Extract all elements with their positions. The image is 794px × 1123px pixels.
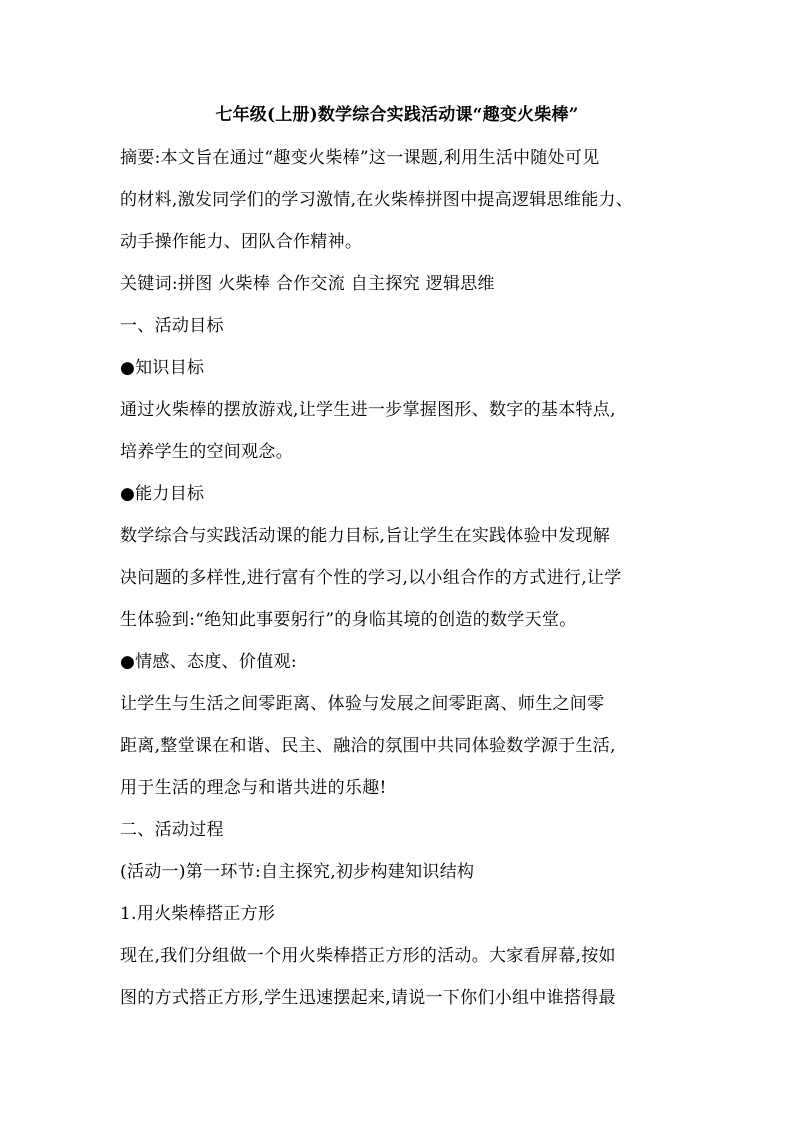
paragraph-line: 让学生与生活之间零距离、体验与发展之间零距离、师生之间零 [120,694,605,714]
subheading: 1.用火柴棒搭正方形 [120,904,276,924]
bullet-ability-goal: ●能力目标 [120,484,205,504]
document-title: 七年级(上册)数学综合实践活动课“趣变火柴棒” [215,105,579,125]
bullet-knowledge-goal: ●知识目标 [120,358,205,378]
paragraph-line: 距离,整堂课在和谐、民主、融洽的氛围中共同体验数学源于生活, [120,736,616,756]
paragraph-line: 图的方式搭正方形,学生迅速摆起来,请说一下你们小组中谁搭得最 [120,988,616,1008]
section-heading-1: 一、活动目标 [120,316,224,336]
paragraph-line: 通过火柴棒的摆放游戏,让学生进一步掌握图形、数字的基本特点, [120,400,616,420]
section-heading-2: 二、活动过程 [120,820,224,840]
paragraph-line: 用于生活的理念与和谐共进的乐趣! [120,778,387,798]
activity-heading: (活动一)第一环节:自主探究,初步构建知识结构 [120,862,475,882]
paragraph-line: 决问题的多样性,进行富有个性的学习,以小组合作的方式进行,让学 [120,568,622,588]
paragraph-line: 生体验到:“绝知此事要躬行”的身临其境的创造的数学天堂。 [120,610,577,630]
bullet-values-goal: ●情感、态度、价值观: [120,652,297,672]
paragraph-line: 现在,我们分组做一个用火柴棒搭正方形的活动。大家看屏幕,按如 [120,946,616,966]
keywords-line: 关键词:拼图 火柴棒 合作交流 自主探究 逻辑思维 [120,274,495,294]
abstract-line-1: 摘要:本文旨在通过“趣变火柴棒”这一课题,利用生活中随处可见 [120,148,600,168]
abstract-line-2: 的材料,激发同学们的学习激情,在火柴棒拼图中提高逻辑思维能力、 [120,190,634,210]
paragraph-line: 数学综合与实践活动课的能力目标,旨让学生在实践体验中发现解 [120,526,611,546]
abstract-line-3: 动手操作能力、团队合作精神。 [120,232,363,252]
paragraph-line: 培养学生的空间观念。 [120,442,293,462]
